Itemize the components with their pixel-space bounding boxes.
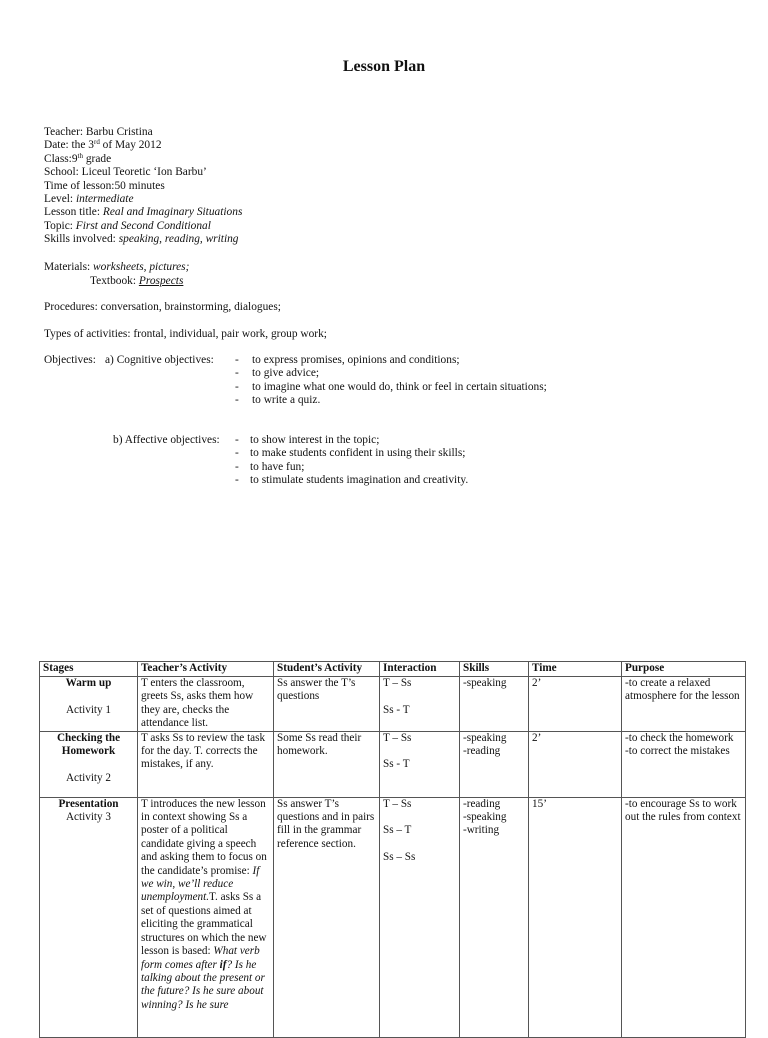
level-label: Level:: [44, 193, 76, 206]
teacher-line: Teacher: Barbu Cristina: [44, 126, 153, 138]
table-row: [40, 797, 746, 1037]
textbook-line: [90, 275, 183, 288]
teacher-activity-cell: T asks Ss to review the task for the day. T. corrects the mistakes, if any.: [138, 731, 274, 797]
materials-value: worksheets, pictures;: [93, 261, 190, 273]
lesson-title-label: Lesson title:: [44, 206, 103, 219]
interaction-line: T – Ss: [383, 797, 412, 810]
textbook-label: Textbook:: [90, 275, 139, 287]
list-item: [235, 434, 468, 447]
lesson-title-value: Real and Imaginary Situations: [102, 206, 243, 219]
student-activity-cell: Ss answer the T’s questions: [274, 677, 380, 732]
class-line: [44, 153, 242, 166]
dash: -: [235, 434, 239, 446]
list-item: [235, 367, 547, 380]
objective-text: to imagine what one would do, think or feel in certain situations;: [252, 380, 547, 393]
stage-cell: [40, 677, 138, 732]
dash: -: [235, 474, 239, 487]
teacher-question: ? Is he talking about the present or the future? Is he sure about winning? Is he sure: [141, 958, 265, 1011]
header-skills: Skills: [460, 662, 529, 677]
interaction-cell: [380, 731, 460, 797]
school-line: School: Liceul Teoretic ‘Ion Barbu’: [44, 166, 207, 179]
table-row: [40, 731, 746, 797]
date-line: [44, 139, 242, 152]
skills-cell: [460, 797, 529, 1037]
objective-text: to make students confident in using their skills;: [250, 447, 466, 460]
table-row: [40, 677, 746, 732]
dash: -: [235, 394, 239, 407]
header-student-activity: Student’s Activity: [274, 662, 380, 677]
objectives-label: Objectives:: [44, 354, 96, 366]
stage-cell: [40, 731, 138, 797]
teacher-keyword: if: [219, 958, 227, 971]
skills-value: speaking, reading, writing: [118, 233, 239, 246]
class-sup: th: [77, 151, 83, 160]
interaction-line: T – Ss: [383, 731, 412, 744]
skill-line: -reading: [463, 745, 501, 758]
interaction-line: Ss – Ss: [383, 851, 416, 864]
interaction-cell: [380, 797, 460, 1037]
teacher-activity-cell: [138, 797, 274, 1037]
level-value: intermediate: [75, 193, 134, 206]
purpose-cell: -to encourage Ss to work out the rules from context: [622, 797, 746, 1037]
cognitive-objectives-list: [235, 354, 547, 408]
page-title: Lesson Plan: [342, 58, 426, 75]
objective-text: to have fun;: [250, 460, 305, 473]
skills-cell: [460, 677, 529, 732]
header-purpose: Purpose: [622, 662, 746, 677]
purpose-cell: -to create a relaxed atmosphere for the lesson: [622, 677, 746, 732]
list-item: [235, 394, 547, 407]
teacher-text: T. asks Ss a set of questions aimed at eliciting the grammatical structures on which the new lesson is based:: [141, 891, 267, 958]
header-teacher-activity: Teacher’s Activity: [138, 662, 274, 677]
teacher-example: If we win, we’ll reduce unemployment.: [141, 864, 260, 904]
lesson-meta: [44, 126, 242, 247]
purpose-line: -to correct the mistakes: [625, 745, 730, 758]
skill-line: -speaking: [463, 811, 507, 824]
skills-line: [44, 233, 242, 246]
time-cell: 15’: [529, 797, 622, 1037]
affective-objectives-label: b) Affective objectives:: [113, 434, 220, 446]
student-activity-cell: Some Ss read their homework.: [274, 731, 380, 797]
objective-text: to express promises, opinions and conditions;: [252, 354, 460, 366]
time-cell: 2’: [529, 677, 622, 732]
class-prefix: Class:9: [44, 152, 78, 165]
dash: -: [235, 460, 239, 473]
procedures-line: Procedures: conversation, brainstorming, dialogues;: [44, 301, 281, 313]
interaction-line: Ss - T: [383, 758, 410, 771]
list-item: [235, 354, 547, 367]
dash: -: [235, 447, 239, 460]
teacher-activity-cell: T enters the classroom, greets Ss, asks them how they are, checks the attendance list.: [138, 677, 274, 732]
list-item: [235, 447, 468, 460]
skill-line: -reading: [463, 797, 501, 810]
dash: -: [235, 367, 239, 380]
lesson-title-line: [44, 206, 242, 219]
topic-value: First and Second Conditional: [75, 219, 211, 232]
interaction-line: Ss - T: [383, 703, 410, 716]
cognitive-objectives-label: a) Cognitive objectives:: [105, 354, 214, 366]
teacher-text: T introduces the new lesson in context showing Ss a poster of a political candidate giving a speech and asking them to focus on the candidate’s promise:: [141, 797, 267, 877]
time-cell: 2’: [529, 731, 622, 797]
skill-line: -speaking: [463, 731, 507, 744]
stage-name: Warm up: [65, 677, 112, 689]
stage-activity: Activity 2: [65, 771, 112, 784]
objective-text: to give advice;: [252, 367, 320, 380]
stage-activity: Activity 3: [65, 811, 112, 824]
textbook-value: Prospects: [138, 275, 184, 287]
header-time: Time: [529, 662, 622, 677]
header-interaction: Interaction: [380, 662, 460, 677]
interaction-cell: [380, 677, 460, 732]
list-item: [235, 461, 468, 474]
time-line: Time of lesson:50 minutes: [44, 179, 165, 192]
stage-activity: Activity 1: [65, 703, 112, 716]
class-suffix: grade: [83, 152, 112, 165]
list-item: [235, 474, 468, 487]
objective-text: to stimulate students imagination and creativity.: [250, 474, 469, 487]
date-sup: rd: [93, 138, 100, 147]
lesson-plan-table: [39, 661, 746, 1038]
activities-line: Types of activities: frontal, individual, pair work, group work;: [44, 328, 327, 340]
interaction-line: T – Ss: [383, 677, 412, 689]
header-stages: Stages: [40, 662, 138, 677]
objective-text: to show interest in the topic;: [250, 434, 380, 446]
affective-objectives-list: [235, 434, 468, 488]
table-header-row: [40, 662, 746, 677]
skills-label: Skills involved:: [44, 233, 119, 246]
date-suffix: of May 2012: [99, 139, 162, 152]
stage-name: Checking the Homework: [56, 731, 121, 758]
purpose-line: -to check the homework: [625, 731, 734, 744]
skill-line: -writing: [463, 824, 500, 837]
purpose-cell: [622, 731, 746, 797]
stage-cell: [40, 797, 138, 1037]
objective-text: to write a quiz.: [252, 394, 321, 407]
topic-label: Topic:: [44, 219, 76, 232]
skills-cell: [460, 731, 529, 797]
stage-name: Presentation: [58, 797, 119, 810]
student-activity-cell: Ss answer T’s questions and in pairs fill in the grammar reference section.: [274, 797, 380, 1037]
date-prefix: Date: the 3: [44, 139, 94, 152]
list-item: [235, 381, 547, 394]
teacher-question: What verb form comes after: [141, 945, 260, 971]
topic-line: [44, 220, 242, 233]
dash: -: [235, 354, 239, 366]
materials-line: [44, 261, 189, 274]
interaction-line: Ss – T: [383, 824, 412, 837]
dash: -: [235, 380, 239, 393]
skill-line: -speaking: [463, 677, 507, 689]
materials-label: Materials:: [44, 261, 94, 273]
level-line: [44, 193, 242, 206]
